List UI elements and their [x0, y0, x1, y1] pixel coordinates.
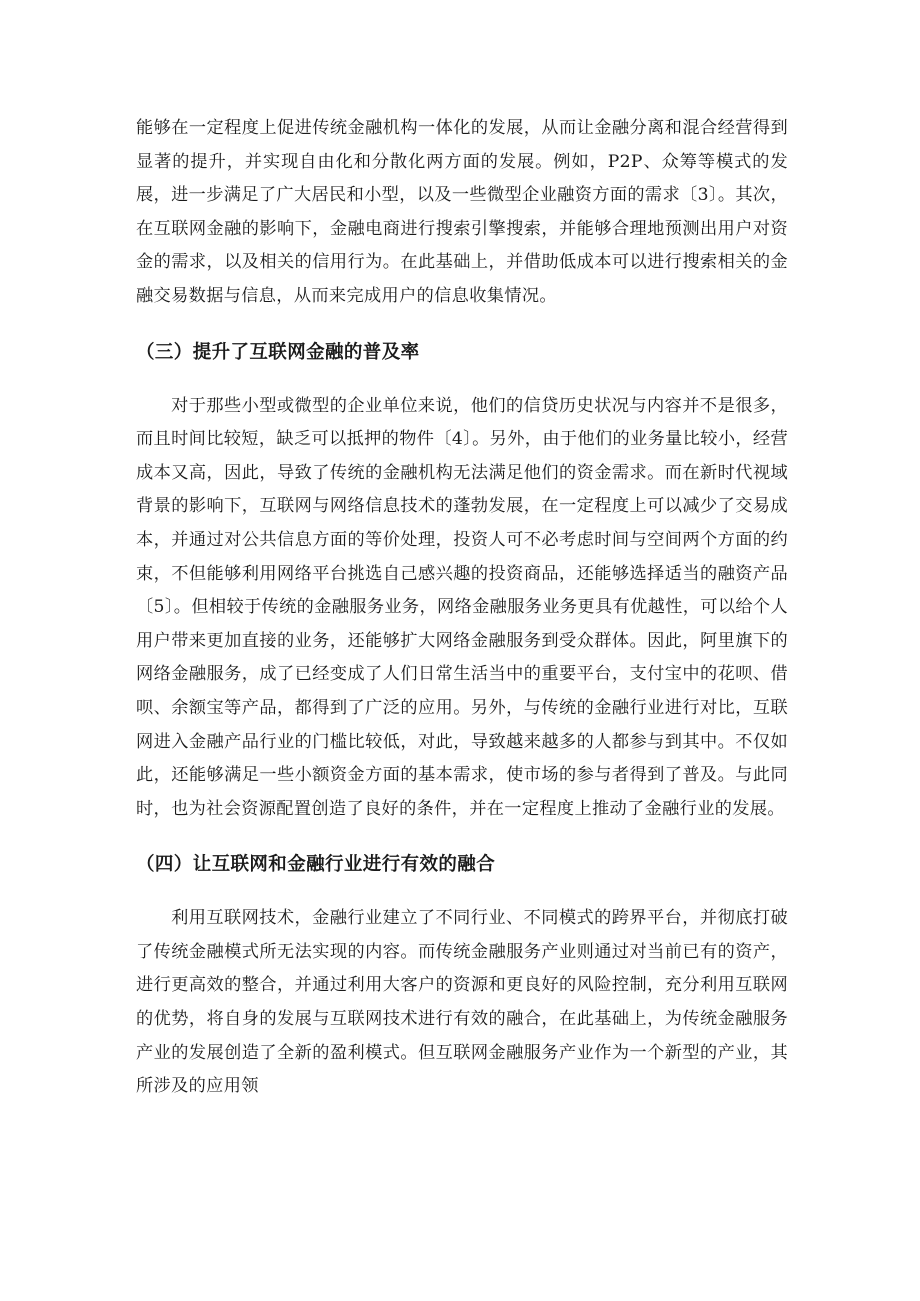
paragraph-section-4: 利用互联网技术，金融行业建立了不同行业、不同模式的跨界平台，并彻底打破了传统金融模式所无法实现的内容。而传统金融服务产业则通过对当前已有的资产，进行更高效的整合，并通过利用大客户的资源和更良好的风险控制，充分利用互联网的优势，将自身的发展与互联网技术进行有效的融合，在此基础上，为传统金融服务产业的发展创造了全新的盈利模式。但互联网金融服务产业作为一个新型的产业，其所涉及的应用领 — [136, 908, 788, 1097]
paragraph-section-3: 对于那些小型或微型的企业单位来说，他们的信贷历史状况与内容并不是很多，而且时间比较短，缺乏可以抵押的物件〔4〕。另外，由于他们的业务量比较小，经营成本又高，因此，导致了传统的金融机构无法满足他们的资金需求。而在新时代视域背景的影响下，互联网与网络信息技术的蓬勃发展，在一定程度上可以减少了交易成本，并通过对公共信息方面的等价处理，投资人可不必考虑时间与空间两个方面的约束，不但能够利用网络平台挑选自己感兴趣的投资商品，还能够选择适当的融资产品〔5〕。但相较于传统的金融服务业务，网络金融服务业务更具有优越性，可以给个人用户带来更加直接的业务，还能够扩大网络金融服务到受众群体。因此，阿里旗下的网络金融服务，成了已经变成了人们日常生活当中的重要平台，支付宝中的花呗、借呗、余额宝等产品，都得到了广泛的应用。另外，与传统的金融行业进行对比，互联网进入金融产品行业的门槛比较低，对此，导致越来越多的人都参与到其中。不仅如此，还能够满足一些小额资金方面的基本需求，使市场的参与者得到了普及。与此同时，也为社会资源配置创造了良好的条件，并在一定程度上推动了金融行业的发展。 — [136, 395, 788, 819]
paragraph-continuation: 能够在一定程度上促进传统金融机构一体化的发展，从而让金融分离和混合经营得到显著的提升，并实现自由化和分散化两方面的发展。例如，P2P、众筹等模式的发展，进一步满足了广大居民和小型，以及一些微型企业融资方面的需求〔3〕。其次，在互联网金融的影响下，金融电商进行搜索引擎搜索，并能够合理地预测出用户对资金的需求，以及相关的信用行为。在此基础上，并借助低成本可以进行搜索相关的金融交易数据与信息，从而来完成用户的信息收集情况。 — [136, 118, 788, 306]
section-heading-3: （三）提升了互联网金融的普及率 — [136, 341, 420, 363]
document-page — [136, 112, 788, 1104]
section-heading-4: （四）让互联网和金融行业进行有效的融合 — [136, 854, 496, 876]
